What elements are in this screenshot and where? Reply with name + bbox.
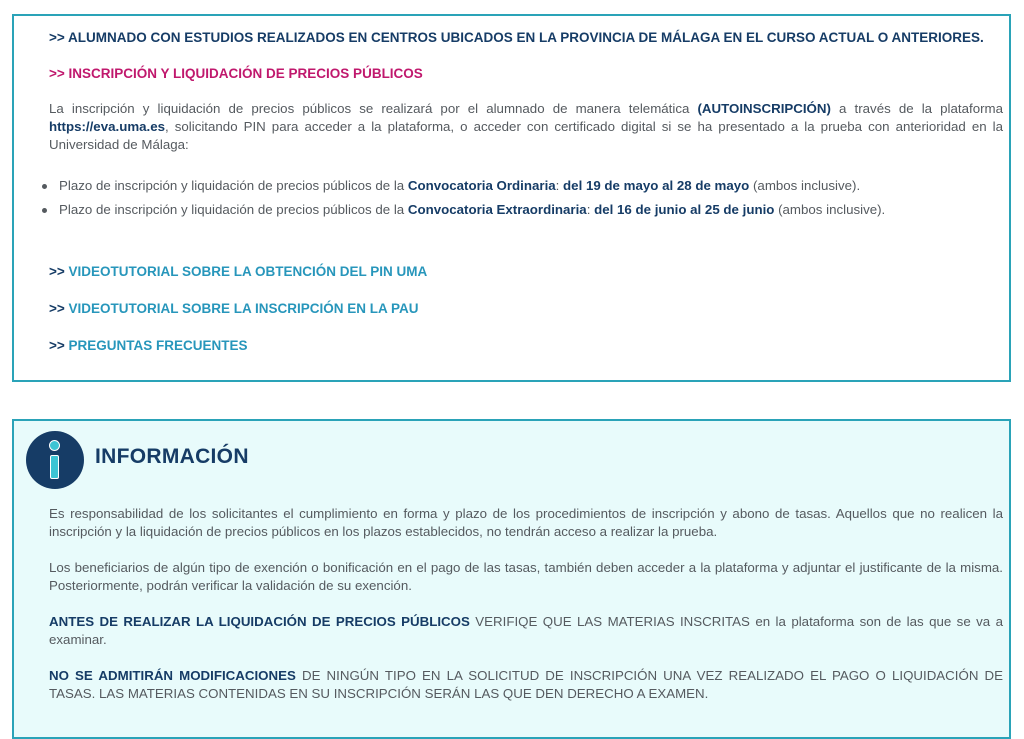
link-label[interactable]: PREGUNTAS FRECUENTES [68,338,248,353]
convocatoria-name: Convocatoria Extraordinaria [407,202,587,217]
eva-platform-link[interactable]: https://eva.uma.es [49,119,166,134]
info-paragraph-exemption: Los beneficiarios de algún tipo de exención o bonificación en el pago de las tasas, también deben acceder a la plataforma y adjuntar el justificante de la misma. Posteriormente, podrán verificar la validación de su exención. [49,560,1003,593]
link-prefix: >> [49,338,69,353]
faq-link[interactable] [49,338,248,353]
warning-bold: NO SE ADMITIRÁN MODIFICACIONES [49,668,296,683]
bullet-text: : [555,178,564,193]
intro-text: , solicitando PIN para acceder a la plataforma, o acceder con certificado digital si se ha presentado a la prueba con anterioridad en la Universidad de Málaga: [49,119,1003,152]
intro-paragraph [49,100,1003,154]
pau-videotutorial-link[interactable] [49,301,419,316]
bullet-icon [42,184,47,189]
warning-text: DE NINGÚN TIPO EN LA SOLICITUD DE INSCRIPCIÓN UNA VEZ REALIZADO EL PAGO O LIQUIDACIÓN DE TASAS. LAS MATERIAS CONTENIDAS EN SU INSCRIPCIÓN SERÁN LAS QUE DEN DERECHO A EXAMEN. [49,668,1004,701]
section-heading: >> ALUMNADO CON ESTUDIOS REALIZADOS EN CENTROS UBICADOS EN LA PROVINCIA DE MÁLAGA EN EL CURSO ACTUAL O ANTERIORES. [49,30,984,45]
link-prefix: >> [49,301,69,316]
intro-text: La inscripción y liquidación de precios públicos se realizará por el alumnado de manera telemática [49,101,698,116]
information-panel [12,419,1011,739]
info-paragraph-verify [49,613,1003,649]
intro-text: a través de la plataforma [830,101,1003,116]
autoinscripcion-label: (AUTOINSCRIPCIÓN) [697,101,831,116]
bullet-text: (ambos inclusive). [774,202,886,217]
bullet-text: : [586,202,595,217]
info-title: INFORMACIÓN [95,445,249,468]
date-range: del 19 de mayo al 28 de mayo [563,178,750,193]
link-label[interactable]: VIDEOTUTORIAL SOBRE LA INSCRIPCIÓN EN LA PAU [68,301,419,316]
bullet-text: (ambos inclusive). [749,178,861,193]
list-item [37,198,997,222]
info-icon-dot [49,440,60,451]
bullet-text: Plazo de inscripción y liquidación de precios públicos de la [59,178,408,193]
warning-text: VERIFIQE QUE LAS MATERIAS INSCRITAS en la plataforma son de las que se va a examinar. [49,614,1003,647]
section-subheading: >> INSCRIPCIÓN Y LIQUIDACIÓN DE PRECIOS PÚBLICOS [49,66,423,81]
info-paragraph-responsibility: Es responsabilidad de los solicitantes el cumplimiento en forma y plazo de los procedimientos de inscripción y abono de tasas. Aquellos que no realicen la inscripción y la liquidación de precios públicos en los plazos establecidos, no tendrán acceso a realizar la prueba. [49,506,1003,539]
bullet-icon [42,208,47,213]
warning-bold: ANTES DE REALIZAR LA LIQUIDACIÓN DE PRECIOS PÚBLICOS [49,614,470,629]
list-item [37,174,997,198]
date-range: del 16 de junio al 25 de junio [594,202,775,217]
info-icon-bar [50,455,59,479]
deadline-list [37,174,997,222]
pin-videotutorial-link[interactable] [49,264,427,279]
link-label[interactable]: VIDEOTUTORIAL SOBRE LA OBTENCIÓN DEL PIN UMA [68,264,428,279]
inscription-section [12,14,1011,382]
bullet-text: Plazo de inscripción y liquidación de precios públicos de la [59,202,408,217]
convocatoria-name: Convocatoria Ordinaria [407,178,556,193]
info-paragraph-no-modifications [49,667,1003,703]
link-prefix: >> [49,264,69,279]
info-icon [26,431,84,489]
